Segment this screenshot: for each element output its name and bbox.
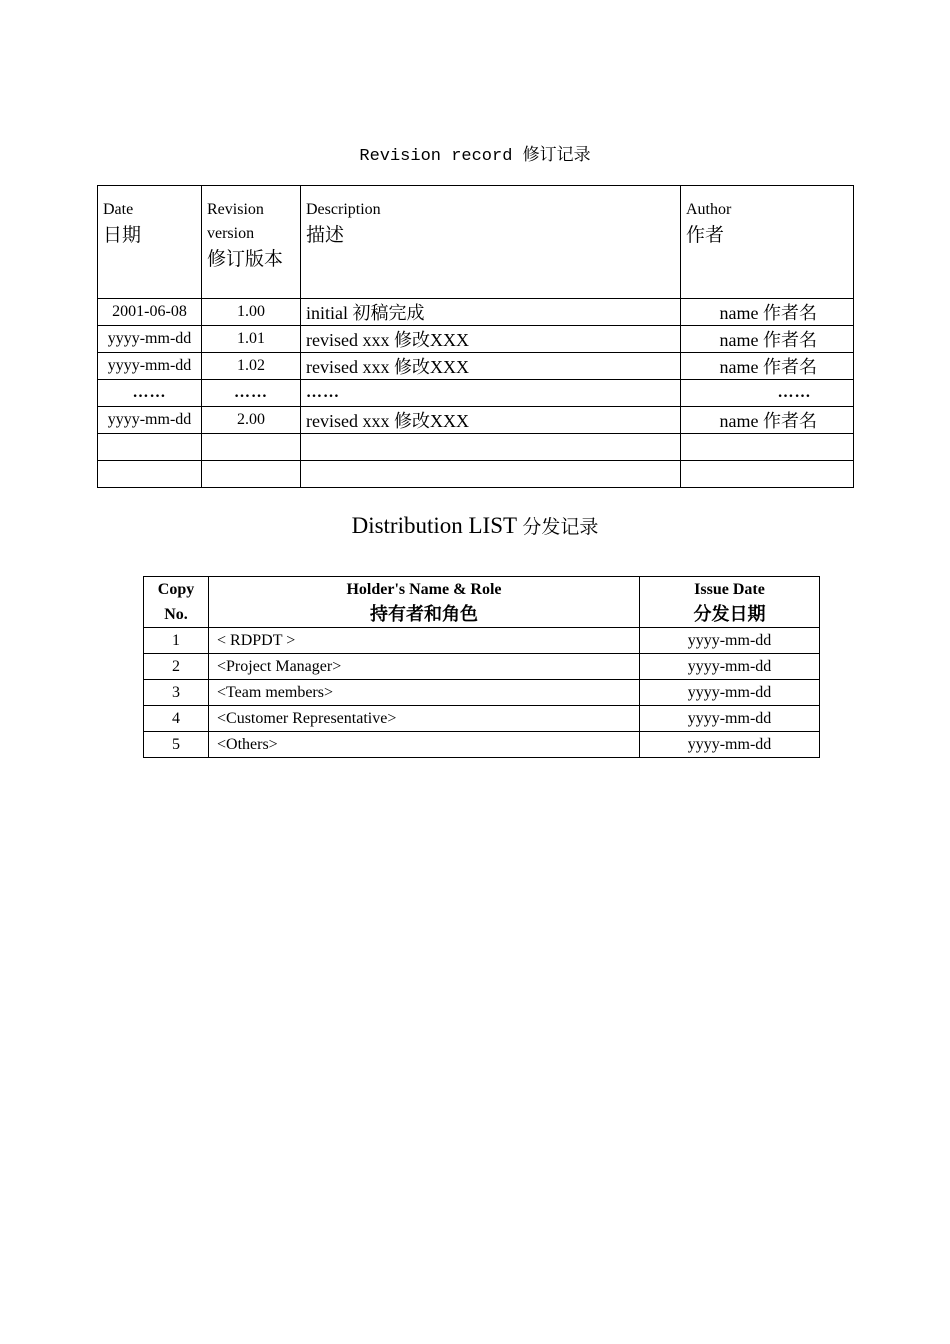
issue-date: yyyy-mm-dd [640, 706, 820, 732]
distribution-row [144, 706, 820, 732]
header-holder-cn: 持有者和角色 [370, 604, 478, 624]
holder-name: < RDPDT > [209, 628, 640, 654]
distribution-row [144, 680, 820, 706]
header-author-cn: 作者 [686, 225, 725, 246]
revision-date: yyyy-mm-dd [98, 407, 202, 434]
header-version [202, 186, 301, 299]
revision-author: …… [681, 380, 854, 407]
header-description-en: Description [306, 201, 381, 218]
revision-record-table [97, 185, 854, 488]
distribution-row [144, 654, 820, 680]
header-issue-date [640, 577, 820, 628]
distribution-title-en: Distribution LIST [351, 513, 517, 538]
header-issue-cn: 分发日期 [693, 604, 766, 624]
revision-author: name 作者名 [681, 299, 854, 326]
issue-date: yyyy-mm-dd [640, 654, 820, 680]
revision-date: 2001-06-08 [98, 299, 202, 326]
issue-date: yyyy-mm-dd [640, 680, 820, 706]
revision-row-ellipsis [98, 380, 854, 407]
header-description [301, 186, 681, 299]
revision-row [98, 353, 854, 380]
revision-row [98, 326, 854, 353]
distribution-row [144, 628, 820, 654]
revision-date: yyyy-mm-dd [98, 353, 202, 380]
header-date-cn: 日期 [103, 225, 142, 246]
revision-description: initial 初稿完成 [301, 299, 681, 326]
issue-date: yyyy-mm-dd [640, 732, 820, 758]
holder-name: <Team members> [209, 680, 640, 706]
revision-row [98, 299, 854, 326]
revision-header-row [98, 186, 854, 299]
distribution-row [144, 732, 820, 758]
copy-number: 5 [144, 732, 209, 758]
distribution-list-table [143, 576, 820, 758]
revision-version: 1.02 [202, 353, 301, 380]
header-issue-en: Issue Date [694, 581, 765, 598]
header-date [98, 186, 202, 299]
revision-version: 1.00 [202, 299, 301, 326]
distribution-header-row [144, 577, 820, 628]
header-author-en: Author [686, 201, 732, 218]
revision-description: revised xxx 修改XXX [301, 407, 681, 434]
header-holder [209, 577, 640, 628]
copy-number: 1 [144, 628, 209, 654]
header-description-cn: 描述 [306, 225, 345, 246]
header-holder-en: Holder's Name & Role [346, 581, 502, 598]
revision-author [681, 461, 854, 488]
distribution-list-title [0, 512, 950, 539]
revision-date [98, 434, 202, 461]
revision-version: 1.01 [202, 326, 301, 353]
holder-name: <Project Manager> [209, 654, 640, 680]
revision-author [681, 434, 854, 461]
revision-author: name 作者名 [681, 326, 854, 353]
header-copy-line1: Copy [157, 581, 195, 598]
revision-date: yyyy-mm-dd [98, 326, 202, 353]
holder-name: <Customer Representative> [209, 706, 640, 732]
copy-number: 3 [144, 680, 209, 706]
revision-date: …… [98, 380, 202, 407]
revision-version [202, 434, 301, 461]
issue-date: yyyy-mm-dd [640, 628, 820, 654]
revision-description [301, 434, 681, 461]
revision-description: …… [301, 380, 681, 407]
revision-version [202, 461, 301, 488]
revision-description: revised xxx 修改XXX [301, 326, 681, 353]
distribution-title-cn: 分发记录 [522, 517, 599, 538]
revision-row [98, 407, 854, 434]
revision-version: 2.00 [202, 407, 301, 434]
revision-date [98, 461, 202, 488]
header-date-en: Date [103, 201, 134, 218]
revision-description [301, 461, 681, 488]
header-copy-line2: No. [164, 606, 188, 623]
revision-row-empty [98, 461, 854, 488]
header-version-cn: 修订版本 [207, 249, 284, 270]
revision-author: name 作者名 [681, 353, 854, 380]
copy-number: 4 [144, 706, 209, 732]
revision-record-title: Revision record 修订记录 [359, 147, 591, 166]
revision-row-empty [98, 434, 854, 461]
revision-version: …… [202, 380, 301, 407]
header-version-en: Revision version [207, 201, 264, 242]
copy-number: 2 [144, 654, 209, 680]
header-author [681, 186, 854, 299]
revision-author: name 作者名 [681, 407, 854, 434]
header-copy-no [144, 577, 209, 628]
holder-name: <Others> [209, 732, 640, 758]
revision-description: revised xxx 修改XXX [301, 353, 681, 380]
